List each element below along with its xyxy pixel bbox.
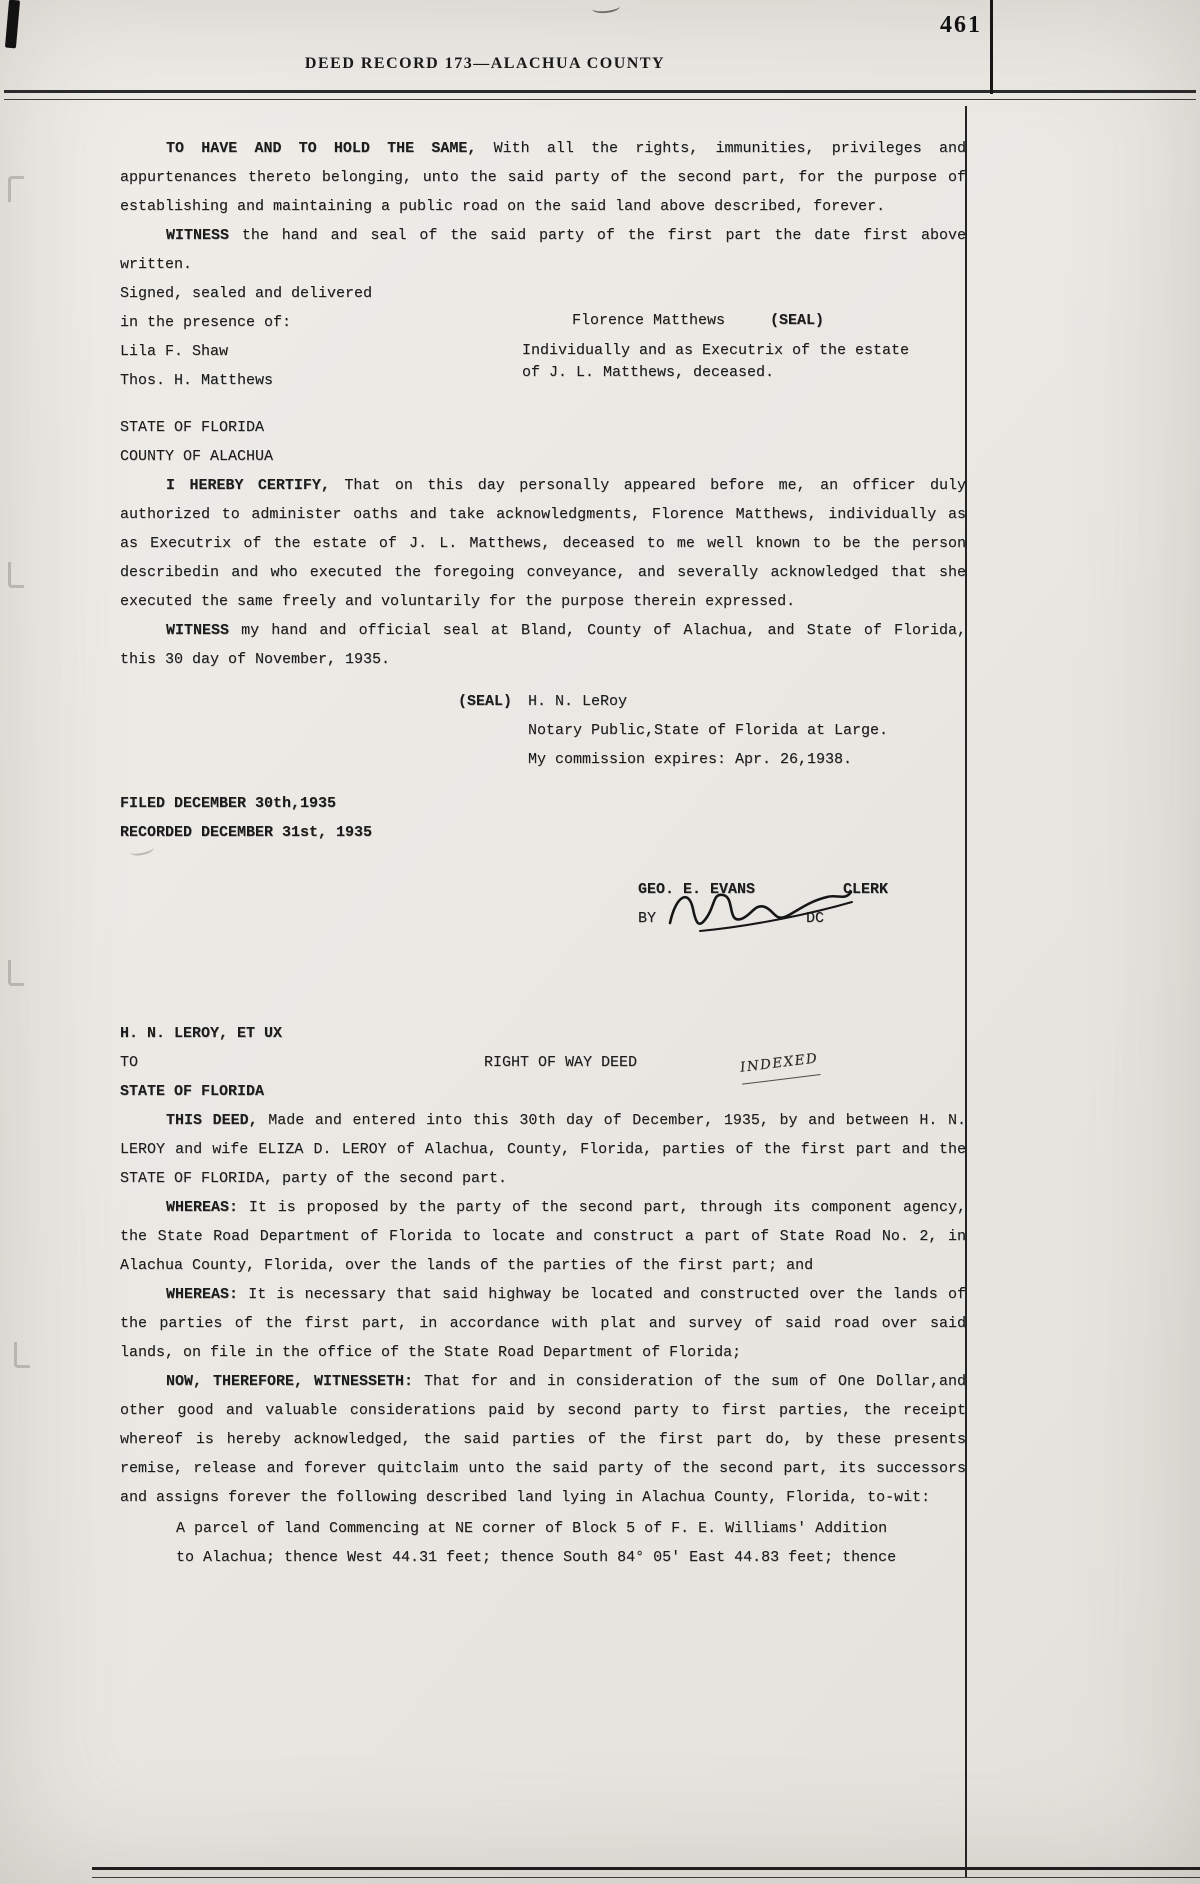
to-label: TO xyxy=(120,1054,139,1071)
scan-artifact-bracket xyxy=(8,562,24,588)
witness-clause-lead: WITNESS xyxy=(166,227,230,244)
scan-artifact-corner-mark xyxy=(5,0,20,48)
habendum-lead: TO HAVE AND TO HOLD THE SAME, xyxy=(166,140,477,157)
notary-seal-row xyxy=(458,687,966,716)
witnesseth-text: That for and in consideration of the sum of One Dollar,and other good and valuable considerations paid by second party to first parties, the receipt whereof is hereby acknowledged, the said parties of the first part do, by these presents remise, release and forever quitclaim unto the said party of the second part, its successors and assigns forever the following described land lying in Alachua County, Florida, to-wit: xyxy=(120,1373,966,1506)
grantee-line: STATE OF FLORIDA xyxy=(120,1083,265,1100)
habendum-text: With all the rights, immunities, privileges and appurtenances thereto belonging, unto the said party of the second part, for the purpose of establishing and maintaining a public road on the said land above described, forever. xyxy=(120,140,966,215)
witness-name-2: Thos. H. Matthews xyxy=(120,372,274,389)
recording-block xyxy=(120,789,966,847)
indexed-stamp: INDEXED xyxy=(738,1044,820,1084)
deed-intro-text: Made and entered into this 30th day of December, 1935, by and between H. N. LEROY and wife ELIZA D. LEROY of Alachua, County, Florida, parties of the first part and the STATE OF FLORIDA, party of the second part. xyxy=(120,1112,966,1187)
scan-artifact-top-squiggle xyxy=(592,1,621,15)
witness-name-1: Lila F. Shaw xyxy=(120,343,229,360)
page-content xyxy=(120,134,966,1572)
grantor-line: H. N. LEROY, ET UX xyxy=(120,1025,283,1042)
signer-name-row xyxy=(522,306,966,335)
notary-seal-label: (SEAL) xyxy=(458,693,513,710)
notary-block xyxy=(458,687,966,774)
right-edge-mark xyxy=(990,0,993,94)
instrument-caption xyxy=(120,1019,966,1106)
certify-paragraph xyxy=(120,471,966,616)
execution-block xyxy=(120,279,966,395)
certify-lead: I HEREBY CERTIFY, xyxy=(166,477,330,494)
whereas-paragraph-2 xyxy=(120,1280,966,1367)
by-label: BY xyxy=(638,910,657,927)
legal-description-block xyxy=(176,1514,966,1572)
recorded-line: RECORDED DECEMBER 31st, 1935 xyxy=(120,824,373,841)
clerk-name: GEO. E. EVANS xyxy=(638,881,756,898)
witnesseth-paragraph xyxy=(120,1367,966,1512)
scan-artifact-bracket xyxy=(8,176,24,202)
state-line: STATE OF FLORIDA xyxy=(120,419,265,436)
presence-line: in the presence of: xyxy=(120,314,292,331)
caption-to-row xyxy=(120,1048,966,1077)
deputy-clerk-label: DC xyxy=(806,910,825,927)
legal-description-line-1: A parcel of land Commencing at NE corner of Block 5 of F. E. Williams' Addition xyxy=(176,1520,888,1537)
notary-witness-lead: WITNESS xyxy=(166,622,230,639)
county-line: COUNTY OF ALACHUA xyxy=(120,448,274,465)
notary-commission: My commission expires: Apr. 26,1938. xyxy=(528,751,853,768)
witness-clause-text: the hand and seal of the said party of the first part the date first above written. xyxy=(120,227,966,273)
signer-column xyxy=(522,306,966,384)
deed-intro-lead: THIS DEED, xyxy=(166,1112,258,1129)
bottom-rule xyxy=(92,1867,1200,1870)
clerk-block xyxy=(638,875,966,935)
whereas2-text: It is necessary that said highway be located and constructed over the lands of the parties of the first part, in accordance with plat and survey of said road over said lands, on file in the office of the State Road Department of Florida; xyxy=(120,1286,966,1361)
clerk-title: CLERK xyxy=(843,881,889,898)
notary-witness-text: my hand and official seal at Bland, County of Alachua, and State of Florida, this 30 day of November, 1935. xyxy=(120,622,966,668)
notary-name: H. N. LeRoy xyxy=(528,693,628,710)
bottom-rule-thin xyxy=(92,1877,1200,1878)
page-number: 461 xyxy=(940,12,982,38)
signed-sealed-line: Signed, sealed and delivered xyxy=(120,285,373,302)
notary-witness-paragraph xyxy=(120,616,966,674)
page-header-title: DEED RECORD 173—ALACHUA COUNTY xyxy=(304,55,666,72)
signer-capacity-line-1: Individually and as Executrix of the estate xyxy=(522,342,910,359)
notary-title: Notary Public,State of Florida at Large. xyxy=(528,722,889,739)
deed-title: RIGHT OF WAY DEED xyxy=(484,1054,638,1071)
top-rule xyxy=(4,90,1196,93)
whereas2-lead: WHEREAS: xyxy=(166,1286,239,1303)
legal-description-line-2: to Alachua; thence West 44.31 feet; thence South 84° 05' East 44.83 feet; thence xyxy=(176,1549,897,1566)
scan-artifact-bracket xyxy=(8,960,24,986)
certify-text: That on this day personally appeared before me, an officer duly authorized to administer oaths and take acknowledgments, Florence Matthews, individually as as Executrix of the estate of J. L. Matthews, deceased to me well known to be the person describedin and who executed the foregoing conveyance, and severally acknowledged that she executed the same freely and voluntarily for the purpose therein expressed. xyxy=(120,477,967,610)
signer-seal-label: (SEAL) xyxy=(770,312,825,329)
clerk-signature xyxy=(662,879,858,935)
habendum-paragraph xyxy=(120,134,966,221)
signer-capacity-line-2: of J. L. Matthews, deceased. xyxy=(522,364,775,381)
signer-name: Florence Matthews xyxy=(572,312,726,329)
scan-artifact-bracket xyxy=(14,1342,30,1368)
deed-intro-paragraph xyxy=(120,1106,966,1193)
top-rule-thin xyxy=(4,99,1196,100)
whereas1-text: It is proposed by the party of the second part, through its component agency, the State Road Department of Florida to locate and construct a part of State Road No. 2, in Alachua County, Florida, over the lands of the parties of the first part; and xyxy=(120,1199,966,1274)
venue-block xyxy=(120,413,966,471)
whereas-paragraph-1 xyxy=(120,1193,966,1280)
filed-line: FILED DECEMBER 30th,1935 xyxy=(120,795,337,812)
whereas1-lead: WHEREAS: xyxy=(166,1199,239,1216)
witness-clause-paragraph xyxy=(120,221,966,279)
witnesseth-lead: NOW, THEREFORE, WITNESSETH: xyxy=(166,1373,414,1390)
